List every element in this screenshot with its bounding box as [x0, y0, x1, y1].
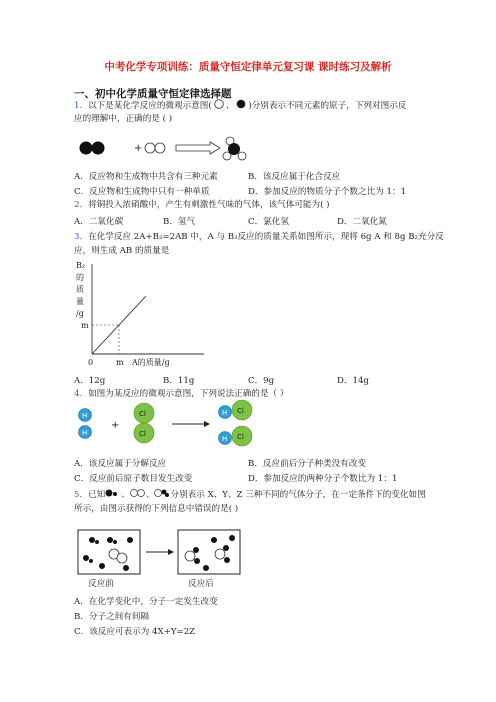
q1-option-d[interactable]: D．参加反应的物质分子个数之比为 1：1: [248, 187, 407, 197]
q4-plus: +: [111, 420, 120, 431]
q3-ylabel-3: 质: [76, 285, 84, 294]
x-molecule-icon: [211, 537, 217, 543]
q5-line2: 所示，由图示获得的下列信息中错误的是( ): [74, 504, 239, 514]
z-molecule-icon: [154, 488, 170, 498]
q1-line1: 1．以下是某化学反应的微观示意图( 、 )分别表示不同元素的原子，下列对图示反: [74, 101, 407, 111]
x-molecule-icon: [127, 537, 133, 543]
q5-option-a[interactable]: A．在化学变化中，分子一定发生改变: [74, 597, 218, 607]
q5-after-label: 反应后: [188, 579, 214, 589]
x-molecule-icon: [105, 488, 121, 498]
x-molecule-icon: [89, 537, 95, 543]
q2-option-a[interactable]: A．二氧化碳: [74, 217, 124, 227]
white-atom-icon: [212, 99, 226, 109]
q3-option-c[interactable]: C．9g: [248, 376, 275, 386]
q3-ylabel-1: B₂: [76, 261, 86, 270]
x-molecule-icon: [229, 535, 235, 541]
h-atom-label: H: [82, 412, 88, 420]
y-molecule-icon: [130, 488, 146, 498]
q3-m-x-label: m: [116, 358, 124, 367]
cl-atom-label: Cl: [139, 430, 146, 438]
cl-atom-label: Cl: [237, 407, 244, 415]
q4-option-a[interactable]: A．该反应属于分解反应: [74, 459, 167, 469]
x-molecule-icon: [83, 555, 89, 561]
q4-option-c[interactable]: C．反应前后原子数目发生改变: [74, 474, 193, 484]
q3-mass-graph: [74, 258, 224, 370]
section-heading: 一、初中化学质量守恒定律选择题: [74, 88, 232, 100]
arrow-head-icon: [204, 421, 210, 427]
arrow-head-icon: [168, 549, 174, 555]
q3-origin-label: 0: [88, 358, 94, 367]
q5-option-b[interactable]: B．分子之间有间隔: [74, 612, 150, 622]
z-molecule-icon: [185, 551, 195, 561]
x-molecule-icon: [203, 565, 209, 571]
q3-m-y-label: m: [81, 321, 89, 330]
h-atom-label: H: [222, 409, 228, 417]
q2-line1: 2．将铜投入浓硝酸中，产生有刺激性气味的气体，该气体可能为( ): [74, 200, 330, 210]
h-atom-label: H: [222, 435, 228, 443]
cl-atom-label: Cl: [139, 410, 146, 418]
q4-option-b[interactable]: B．反应前后分子种类没有改变: [248, 459, 367, 469]
q5-option-c[interactable]: C．该反应可表示为 4X+Y=2Z: [74, 627, 196, 637]
black-atom-icon: [234, 99, 248, 109]
q3-line1: 3．在化学反应 2A+B₂=2AB 中，A 与 B₂反应的质量关系如图所示，现将 6g A 和 8g B₂充分反: [74, 232, 444, 242]
q2-option-b[interactable]: B．氢气: [163, 217, 196, 227]
q3-option-a[interactable]: A．12g: [74, 376, 106, 386]
white-atom-icon: [238, 152, 246, 160]
q2-option-d[interactable]: D．二氧化氮: [337, 217, 387, 227]
z-molecule-icon: [215, 549, 225, 559]
q3-line2: 应，则生成 AB 的质量是: [74, 246, 170, 256]
q4-option-d[interactable]: D．参加反应的两种分子个数比为 1：1: [248, 474, 398, 484]
q3-option-d[interactable]: D．14g: [337, 376, 369, 386]
q4-number: 4．: [74, 389, 89, 399]
q1-number: 1．: [74, 101, 89, 111]
q3-ylabel-5: /g: [76, 309, 84, 318]
reaction-arrow-icon: [176, 142, 220, 154]
cl-atom-label: Cl: [237, 433, 244, 441]
x-molecule-icon: [99, 563, 105, 569]
q1-plus: +: [134, 143, 143, 154]
q3-ylabel-4: 量: [76, 297, 84, 306]
q1-option-c[interactable]: C．反应物和生成物中只有一种单质: [74, 187, 210, 197]
q3-number: 3．: [74, 232, 89, 242]
x-molecule-icon: [107, 537, 113, 543]
q5-number: 5．: [74, 490, 89, 500]
q3-ylabel-2: 的: [76, 273, 84, 282]
q4-line1: 4．如图为某反应的微观示意图，下列说法正确的是（ ）: [74, 389, 289, 399]
white-atom-icon: [155, 143, 165, 153]
q5-before-label: 反应前: [88, 579, 114, 589]
page-title: 中考化学专项训练：质量守恒定律单元复习课 课时练习及解析: [104, 61, 392, 73]
black-atom-icon: [92, 142, 105, 155]
q1-option-a[interactable]: A．反应物和生成物中共含有三种元素: [74, 172, 218, 182]
q1-reaction-diagram: [74, 135, 254, 165]
white-atom-icon: [223, 152, 231, 160]
q3-option-b[interactable]: B．11g: [163, 376, 195, 386]
q2-number: 2．: [74, 200, 89, 210]
q1-line2: 应的理解中，正确的是 ( ): [74, 114, 173, 124]
h-atom-label: H: [82, 429, 88, 437]
q3-xlabel: A的质量/g: [132, 358, 170, 367]
q5-line1: 5．已知 、 、 分别表示 X、Y、Z 三种不同的气体分子，在一定条件下的变化如图: [74, 490, 426, 500]
q2-option-c[interactable]: C．氯化氢: [248, 217, 289, 227]
x-molecule-icon: [123, 565, 129, 571]
black-atom-icon: [80, 142, 93, 155]
q1-option-b[interactable]: B．该反应属于化合反应: [248, 172, 341, 182]
white-atom-icon: [145, 143, 155, 153]
q4-reaction-diagram: [74, 400, 274, 448]
